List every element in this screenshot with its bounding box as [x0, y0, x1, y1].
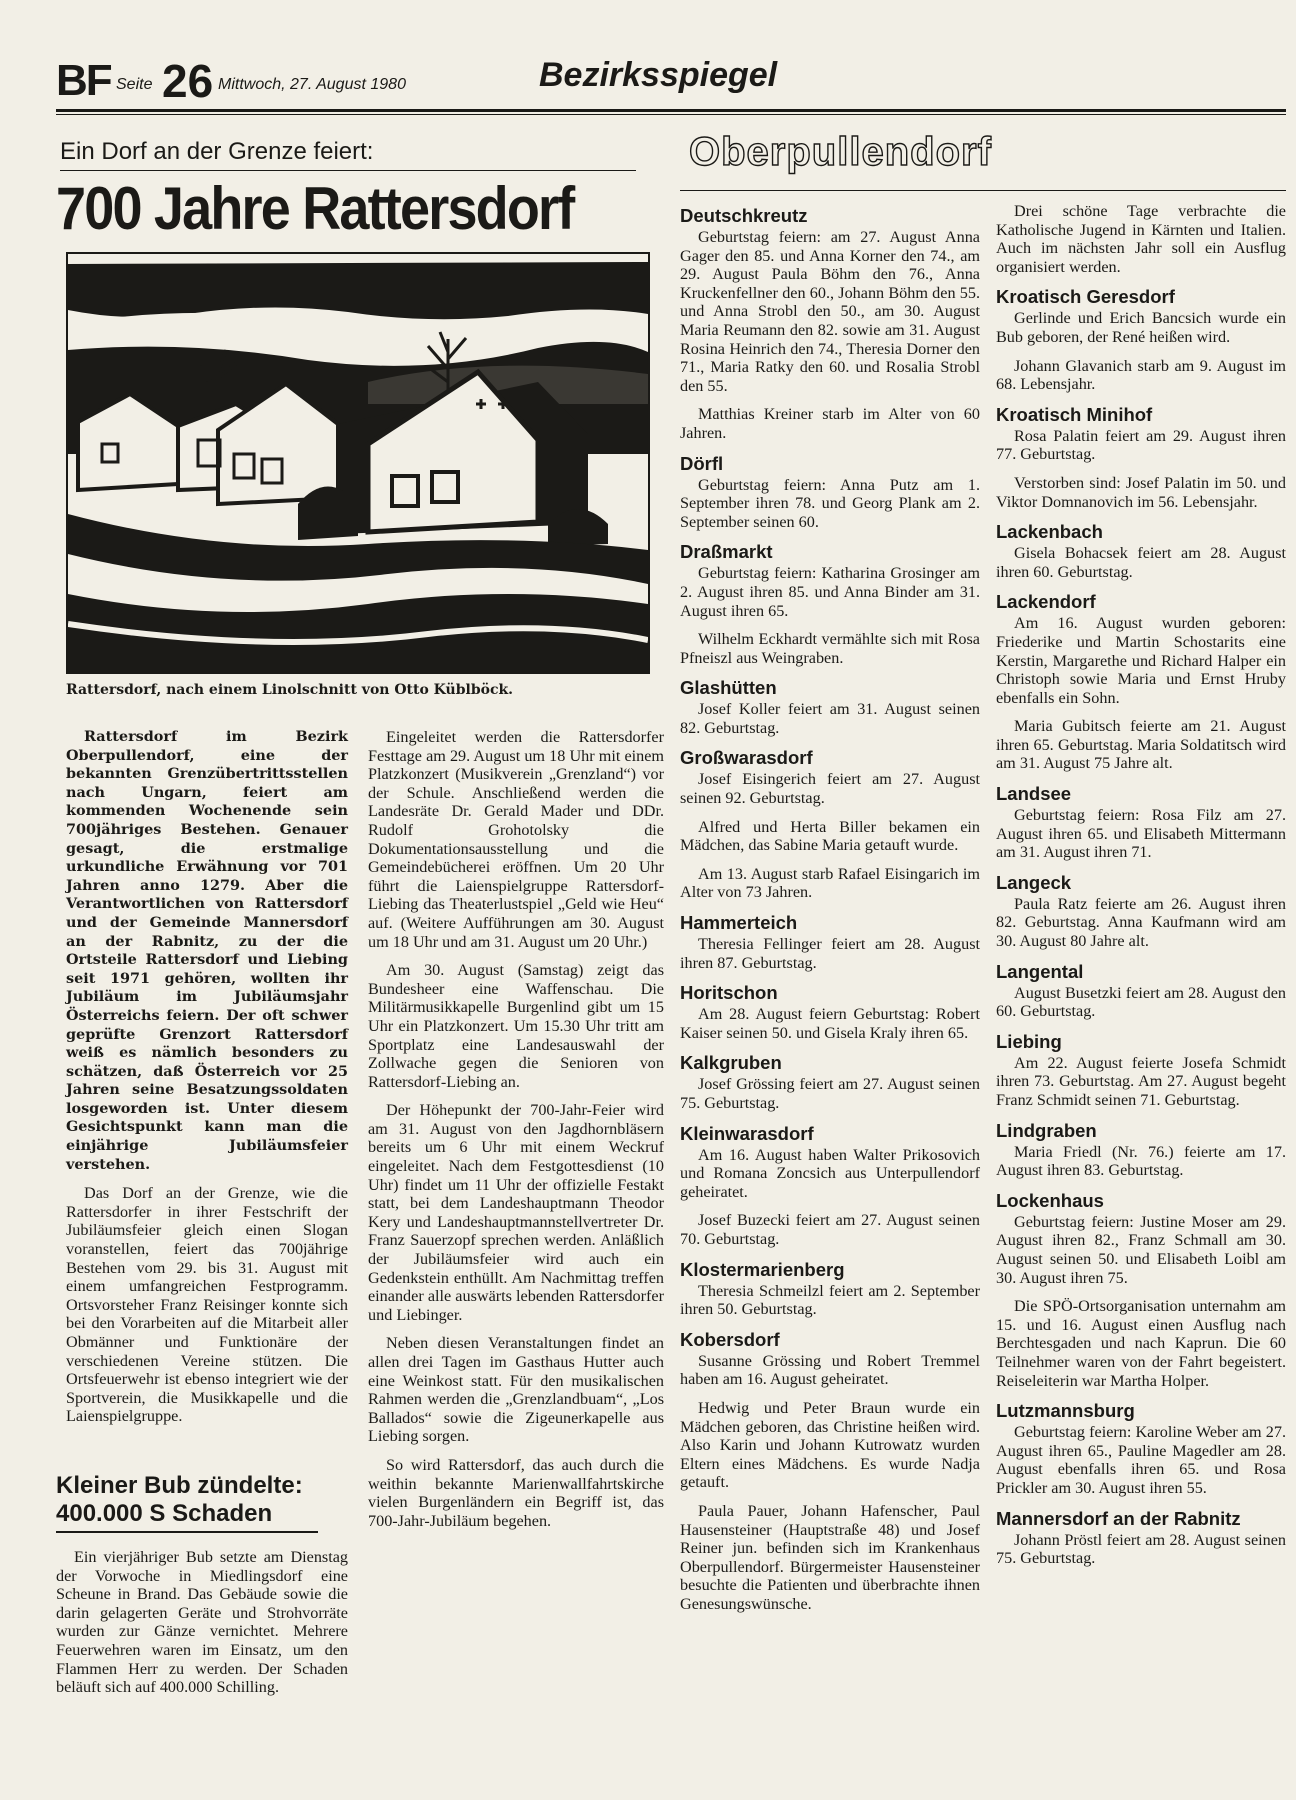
news-item: Josef Grössing feiert am 27. August seinen 75. Geburtstag. [680, 1075, 980, 1112]
news-item: Maria Gubitsch feierte am 21. August ihren 65. Geburtstag. Maria Soldatitsch wird am 31. August 75 Jahre alt. [996, 717, 1286, 773]
news-item: Josef Koller feiert am 31. August seinen 82. Geburtstag. [680, 700, 980, 737]
masthead [56, 52, 1286, 112]
news-item: Am 13. August starb Rafael Eisingarich im Alter von 73 Jahren. [680, 864, 980, 902]
place-heading: Dörfl [680, 452, 724, 474]
article-paragraph: Neben diesen Veranstaltungen findet an allen drei Tagen im Gasthaus Hutter auch eine Weinkost statt. Für den musikalischen Rahmen werden die „Grenzlandbuam“, „Los Ballados“ sowie die Zigeunerkapelle aus Liebing sorgen. [368, 1334, 664, 1446]
place-heading: Lackendorf [996, 591, 1096, 613]
place-heading: Lindgraben [996, 1119, 1097, 1141]
place-heading: Klostermarienberg [680, 1258, 845, 1280]
news-item: Gerlinde und Erich Bancsich wurde ein Bub geboren, der René heißen wird. [996, 309, 1286, 346]
article-paragraph: Das Dorf an der Grenze, wie die Rattersdorfer in ihrer Festschrift der Jubiläumsfeier gleich einen Slogan voranstellen, feiert das 700jährige Bestehen vom 29. bis 31. August mit einem umfangreichen Festprogramm. Ortsvorsteher Franz Reisinger konnte sich bei den Vorarbeiten auf die Mitarbeit aller Obmänner und Funktionäre der verschiedenen Vereine stützen. Die Ortsfeuerwehr ist ebenso integriert wie der Sportverein, die Musikkapelle und die Laienspielgruppe. [66, 1184, 348, 1426]
place-heading: Horitschon [680, 982, 778, 1004]
place-heading: Langeck [996, 871, 1072, 893]
news-item: Maria Friedl (Nr. 76.) feierte am 17. August ihren 83. Geburtstag. [996, 1142, 1286, 1180]
short-headline-line-1: Kleiner Bub zündelte: [56, 1472, 303, 1499]
news-item: Josef Buzecki feiert am 27. August seinen 70. Geburtstag. [680, 1211, 980, 1248]
article-kicker: Ein Dorf an der Grenze feiert: [60, 138, 374, 165]
news-item: August Busetzki feiert am 28. August den 60. Geburtstag. [996, 983, 1286, 1021]
news-item: Johann Glavanich starb am 9. August im 68. Lebensjahr. [996, 356, 1286, 394]
article-paragraph: Eingeleitet werden die Rattersdorfer Festtage am 29. August um 18 Uhr mit einem Platzkonzert (Musikverein „Grenzland“) vor der Schule. Anschließend werden die Landesräte Dr. Gerald Mader und DDr. Rudolf Grohotolsky die Dokumentationsausstellung und die Gemeindebücherei eröffnen. Um 20 Uhr führt die Laienspielgruppe Rattersdorf-Liebing das Theaterlustspiel „Geld wie Heu“ auf. (Weitere Aufführungen am 30. August um 18 Uhr und am 31. August um 20 Uhr.) [368, 728, 664, 951]
news-item: Wilhelm Eckhardt vermählte sich mit Rosa Pfneiszl aus Weingraben. [680, 630, 980, 667]
newspaper-logo: BF [56, 56, 111, 105]
news-item: Theresia Fellinger feiert am 28. August ihren 87. Geburtstag. [680, 935, 980, 972]
place-heading: Deutschkreutz [680, 205, 808, 226]
place-heading: Kroatisch Geresdorf [996, 286, 1175, 308]
place-heading: Langental [996, 960, 1084, 982]
district-title: Oberpullendorf [689, 130, 992, 174]
place-heading: Liebing [996, 1030, 1062, 1052]
place-heading: Lackenbach [996, 521, 1103, 543]
news-item: Geburtstag feiern: Justine Moser am 29. August ihren 82., Franz Schmall am 30. August seinen 50. und Elisabeth Loibl am 30. August ihren 75. [996, 1212, 1286, 1287]
article-paragraph: Der Höhepunkt der 700-Jahr-Feier wird am 31. August von den Jagdhornbläsern bereits um 6 Uhr mit einem Weckruf eingeleitet. Nach dem Festgottesdienst (10 Uhr) findet um 11 Uhr der offizielle Festakt statt, bei dem Landeshauptmann Theodor Kery und Landeshauptmannstellvertreter Dr. Franz Sauerzopf sprechen werden. Anläßlich der Jubiläumsfeier wird auch ein Gedenkstein enthüllt. Am Nachmittag treffen einander alle auswärts lebenden Rattersdorfer und Liebinger. [368, 1101, 664, 1324]
district-rule [680, 190, 1286, 191]
news-item: Geburtstag feiern: Rosa Filz am 27. August ihren 65. und Elisabeth Mittermann am 31. August ihren 71. [996, 806, 1286, 862]
place-heading: Mannersdorf an der Rabnitz [996, 1507, 1241, 1529]
news-item: Am 16. August wurden geboren: Friederike und Martin Schostarits eine Kerstin, Margarethe und Richard Halper ein Christoph sowie Maria und Ernst Hruby ebenfalls ein Sohn. [996, 614, 1286, 707]
place-heading: Kobersdorf [680, 1328, 780, 1350]
news-item: Johann Pröstl feiert am 28. August seinen 75. Geburtstag. [996, 1530, 1286, 1568]
article-lead-paragraph: Rattersdorf im Bezirk Oberpullendorf, eine der bekannten Grenzübertrittsstellen nach Ungarn, feiert am kommenden Wochenende sein 700jähriges Bestehen. Genauer gesagt, die erstmalige urkundliche Erwähnung vor 701 Jahren anno 1279. Aber die Verantwortlichen von Rattersdorf und der Gemeinde Mannersdorf an der Rabnitz, zu der die Ortsteile Rattersdorf und Liebing seit 1971 gehören, wollten ihr Jubiläum im Jubiläumsjahr Österreichs feiern. Der oft schwer geprüfte Grenzort Rattersdorf weiß es nämlich besonders zu schätzen, daß Österreich vor 25 Jahren seine Besatzungssoldaten losgeworden ist. Unter diesem Gesichtspunkt kann man die einjährige Jubiläumsfeier verstehen. [66, 728, 348, 1173]
image-caption: Rattersdorf, nach einem Linolschnitt von Otto Küblböck. [66, 682, 514, 698]
article-column-2 [368, 728, 664, 1540]
place-heading: Kroatisch Minihof [996, 403, 1153, 425]
short-article-body [56, 1548, 348, 1707]
news-item: Josef Eisingerich feiert am 27. August seinen 92. Geburtstag. [680, 770, 980, 808]
news-item: Paula Pauer, Johann Hafenscher, Paul Hausensteiner (Hauptstraße 48) und Josef Reiner jun. befinden sich im Krankenhaus Oberpullendorf. Bürgermeister Hausensteiner besuchte die Patienten und überbrachte ihnen Genesungswünsche. [680, 1501, 980, 1613]
news-item: Am 22. August feierte Josefa Schmidt ihren 73. Geburtstag. Am 27. August begeht Franz Schmidt seinen 71. Geburtstag. [996, 1053, 1286, 1109]
place-heading: Kalkgruben [680, 1052, 782, 1074]
masthead-rule [56, 109, 1286, 112]
news-item: Am 28. August feiern Geburtstag: Robert Kaiser seinen 50. und Gisela Kraly ihren 65. [680, 1005, 980, 1042]
district-column-1 [680, 202, 980, 1623]
article-paragraph: So wird Rattersdorf, das auch durch die weithin bekannte Marienwallfahrtskirche vielen Burgenländern ein Begriff ist, das 700-Jahr-Jubiläum begehen. [368, 1455, 664, 1530]
place-heading: Lockenhaus [996, 1189, 1104, 1211]
article-paragraph: Am 30. August (Samstag) zeigt das Bundesheer eine Waffenschau. Die Militärmusikkapelle Burgenlind gibt um 15 Uhr ein Platzkonzert. Um 15.30 Uhr tritt am Sportplatz eine Landesauswahl der Zollwache gegen die Senioren von Rattersdorf-Liebing an. [368, 961, 664, 1091]
linocut-village-image [68, 254, 648, 672]
short-article-paragraph: Ein vierjähriger Bub setzte am Dienstag der Vorwoche in Miedlingsdorf eine Scheune in Brand. Das Gebäude sowie die darin gelagerten Geräte und Strohvorräte wurden zur Gänze vernichtet. Mehrere Feuerwehren waren im Einsatz, um den Flammen Herr zu werden. Der Schaden beläuft sich auf 400.000 Schilling. [56, 1548, 348, 1697]
news-item: Theresia Schmeilzl feiert am 2. September ihren 50. Geburtstag. [680, 1281, 980, 1319]
short-headline-line-2: 400.000 S Schaden [56, 1500, 273, 1527]
news-item: Matthias Kreiner starb im Alter von 60 Jahren. [680, 405, 980, 442]
place-heading: Kleinwarasdorf [680, 1122, 814, 1144]
news-item: Am 16. August haben Walter Prikosovich und Romana Zoncsich aus Unterpullendorf geheiratet. [680, 1145, 980, 1201]
news-item: Susanne Grössing und Robert Tremmel haben am 16. August geheiratet. [680, 1351, 980, 1389]
news-item: Paula Ratz feierte am 26. August ihren 82. Geburtstag. Anna Kaufmann wird am 30. August 80 Jahre alt. [996, 894, 1286, 951]
issue-date: Mittwoch, 27. August 1980 [218, 76, 406, 93]
news-item: Die SPÖ-Ortsorganisation unternahm am 15. und 16. August einen Ausflug nach Berchtesgaden und nach Kaprun. Die 60 Teilnehmer waren von der Fahrt begeistert. Reiseleiterin war Martha Holper. [996, 1297, 1286, 1390]
section-title: Bezirksspiegel [539, 56, 778, 94]
linocut-illustration [66, 252, 650, 674]
news-item: Geburtstag feiern: am 27. August Anna Gager den 85. und Anna Korner den 74., am 29. August Paula Böhm den 76., Anna Kruckenfellner den 60., Johann Böhm den 55. und Anna Strobl den 50., am 30. August Maria Reumann den 82. sowie am 31. August Rosina Heinrich den 74., Theresia Dorner den 71., Maria Ratky den 60. und Rosalia Strobl den 55. [680, 228, 980, 395]
page-number: 26 [162, 55, 214, 107]
news-item: Gisela Bohacsek feiert am 28. August ihren 60. Geburtstag. [996, 544, 1286, 581]
news-item: Alfred und Herta Biller bekamen ein Mädchen, das Sabine Maria getauft wurde. [680, 817, 980, 855]
place-heading: Hammerteich [680, 912, 798, 934]
district-column-2 [996, 202, 1286, 1578]
place-heading: Großwarasdorf [680, 747, 813, 769]
news-item: Hedwig und Peter Braun wurde ein Mädchen geboren, das Christine heißen wird. Also Karin und Johann Kutrowatz wurden Eltern eines Mädchens. Es wurde Nadja getauft. [680, 1398, 980, 1492]
place-heading: Landsee [996, 783, 1072, 805]
short-article-headline [56, 1472, 318, 1533]
place-heading: Draßmarkt [680, 541, 773, 563]
news-item: Drei schöne Tage verbrachte die Katholische Jugend in Kärnten und Italien. Auch im nächsten Jahr soll ein Ausflug organisiert werden. [996, 202, 1286, 276]
place-heading: Glashütten [680, 677, 777, 699]
article-headline: 700 Jahre Rattersdorf [56, 175, 574, 242]
kicker-rule [60, 170, 636, 171]
news-item: Geburtstag feiern: Katharina Grosinger am 2. August ihren 85. und Anna Binder am 31. August ihren 65. [680, 564, 980, 620]
news-item: Geburtstag feiern: Karoline Weber am 27. August ihren 65., Pauline Magedler am 28. August ebenfalls ihren 65. und Rosa Prickler am 30. August ihren 55. [996, 1423, 1286, 1497]
news-item: Rosa Palatin feiert am 29. August ihren 77. Geburtstag. [996, 426, 1286, 464]
news-item: Geburtstag feiern: Anna Putz am 1. September ihren 78. und Georg Plank am 2. September seinen 60. [680, 475, 980, 531]
page-label: Seite [116, 76, 153, 93]
article-column-1 [66, 728, 348, 1436]
news-item: Verstorben sind: Josef Palatin im 50. und Viktor Domnanovich im 56. Lebensjahr. [996, 473, 1286, 511]
masthead-rule-thin [56, 114, 1286, 115]
place-heading: Lutzmannsburg [996, 1400, 1135, 1422]
